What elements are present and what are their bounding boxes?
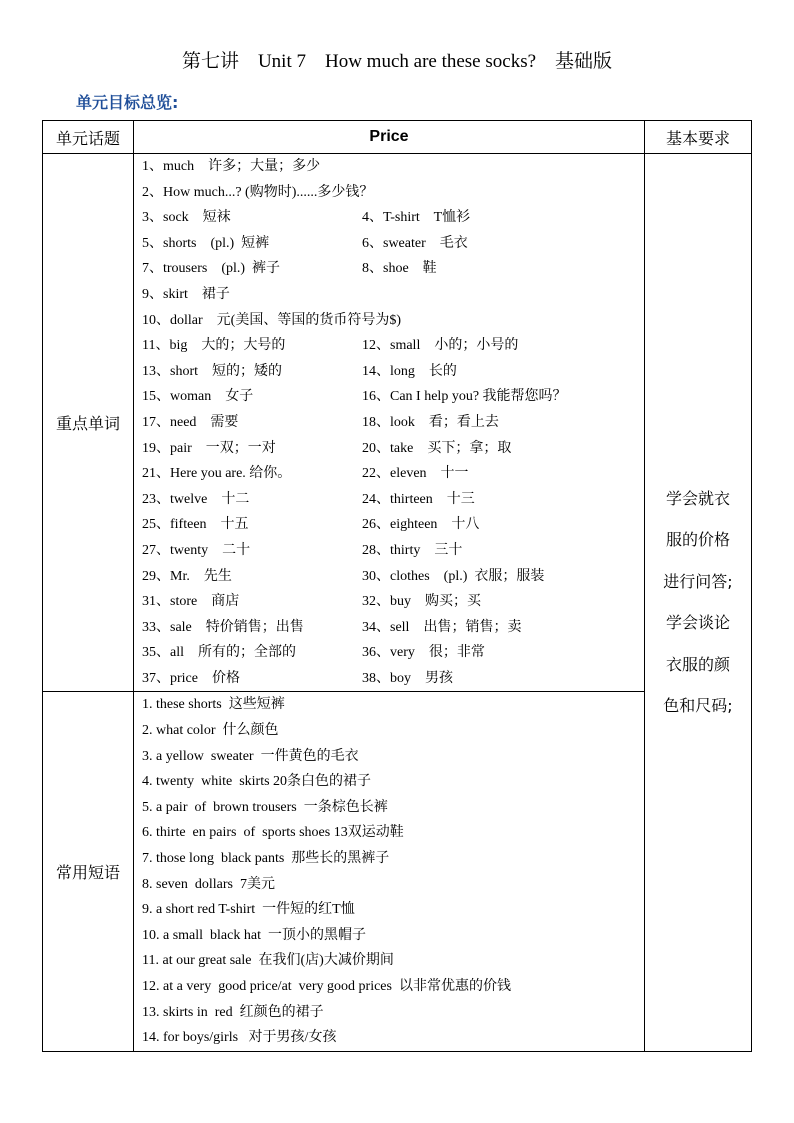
phrase-item: 13. skirts in red 红颜色的裙子 — [142, 1004, 324, 1020]
vocab-item: 1、much 许多；大量；多少 — [142, 159, 321, 174]
phrase-item: 7. those long black pants 那些长的黑裤子 — [142, 851, 390, 867]
phrase-item: 2. what color 什么颜色 — [142, 723, 279, 739]
vocab-item: 21、Here you are. 给你。 — [142, 466, 292, 482]
vocab-item: 37、price 价格 — [142, 670, 240, 686]
phrase-item: 8. seven dollars 7美元 — [142, 876, 275, 892]
phrase-item: 1. these shorts 这些短裤 — [142, 697, 285, 713]
vocab-item: 3、sock 短袜 — [142, 210, 231, 226]
vocab-list — [134, 154, 645, 692]
vocab-row — [43, 154, 752, 692]
vocab-item: 11、big 大的；大号的 — [142, 338, 286, 354]
vocab-item-row — [134, 666, 644, 692]
vocab-item: 16、Can I help you? 我能帮您吗？ — [362, 389, 567, 405]
header-requirement: 基本要求 — [645, 121, 752, 154]
phrase-item: 11. at our great sale 在我们(店)大减价期间 — [142, 953, 394, 969]
phrase-item: 9. a short red T-shirt 一件短的红T恤 — [142, 902, 355, 918]
table-header-row — [43, 121, 752, 154]
requirement-line: 色和尺码; — [663, 696, 733, 716]
vocab-item: 7、trousers (pl.) 裤子 — [142, 261, 281, 277]
vocab-item: 15、woman 女子 — [142, 389, 254, 405]
vocab-item-row — [134, 640, 644, 666]
vocab-item-row — [134, 512, 644, 538]
unit-overview-table — [42, 120, 752, 1052]
vocab-item-row — [134, 231, 644, 257]
vocab-item-row — [134, 538, 644, 564]
vocab-item: 19、pair 一双；一对 — [142, 440, 276, 456]
vocab-item-row — [134, 154, 644, 180]
requirement-line: 进行问答; — [663, 571, 733, 591]
vocab-item: 4、T-shirt T恤衫 — [362, 210, 471, 226]
requirement-cell — [645, 154, 752, 1052]
vocab-item: 33、sale 特价销售；出售 — [142, 619, 304, 635]
vocab-item: 32、buy 购买；买 — [362, 594, 481, 610]
vocab-item: 36、very 很；非常 — [362, 645, 485, 661]
vocab-item: 18、look 看；看上去 — [362, 414, 499, 430]
vocab-item: 24、thirteen 十三 — [362, 491, 475, 507]
vocab-item: 30、clothes (pl.) 衣服；服装 — [362, 568, 545, 584]
vocab-item-row — [134, 564, 644, 590]
vocab-item-row — [134, 256, 644, 282]
vocab-item: 27、twenty 二十 — [142, 542, 251, 558]
page-title: 第七讲 Unit 7 How much are these socks? 基础版 — [181, 51, 613, 72]
vocab-item-row — [134, 461, 644, 487]
vocab-item: 38、boy 男孩 — [362, 670, 453, 686]
vocab-item: 17、need 需要 — [142, 414, 239, 430]
vocab-item-row — [134, 282, 644, 308]
requirement-line: 服的价格 — [665, 530, 730, 550]
requirement-line: 学会谈论 — [665, 613, 730, 633]
vocab-item-row — [134, 436, 644, 462]
vocab-item: 23、twelve 十二 — [142, 491, 250, 507]
vocab-item-row — [134, 359, 644, 385]
phrase-item: 12. at a very good price/at very good prices 以非常优惠的价钱 — [142, 979, 511, 994]
vocab-item: 28、thirty 三十 — [362, 542, 463, 558]
vocab-item-row — [134, 308, 644, 334]
vocab-item: 22、eleven 十一 — [362, 466, 469, 482]
vocab-item-row — [134, 589, 644, 615]
vocab-item: 25、fifteen 十五 — [142, 517, 249, 533]
vocab-item: 34、sell 出售；销售；卖 — [362, 619, 522, 635]
header-price: Price — [134, 121, 645, 154]
vocab-item: 10、dollar 元(美国、等国的货币符号为$) — [142, 312, 401, 328]
section-heading: 单元目标总览: — [76, 93, 179, 112]
vocab-item-row — [134, 205, 644, 231]
vocab-item-row — [134, 615, 644, 641]
header-topic: 单元话题 — [43, 121, 134, 154]
vocab-item: 9、skirt 裙子 — [142, 286, 230, 302]
vocab-item-row — [134, 384, 644, 410]
vocab-item: 29、Mr. 先生 — [142, 568, 232, 584]
phrase-item: 14. for boys/girls 对于男孩/女孩 — [142, 1030, 337, 1046]
vocab-item-row — [134, 410, 644, 436]
phrase-item: 5. a pair of brown trousers 一条棕色长裤 — [142, 799, 388, 815]
vocab-item: 6、sweater 毛衣 — [362, 235, 468, 251]
phrase-item: 6. thirte en pairs of sports shoes 13双运动鞋 — [142, 825, 404, 841]
vocab-item: 26、eighteen 十八 — [362, 517, 480, 533]
vocab-item: 12、small 小的；小号的 — [362, 338, 519, 354]
phrase-item: 4. twenty white skirts 20条白色的裙子 — [142, 774, 372, 790]
phrase-item: 10. a small black hat 一顶小的黑帽子 — [142, 927, 366, 943]
requirement-line: 学会就衣 — [665, 488, 730, 508]
vocab-item: 31、store 商店 — [142, 594, 240, 610]
vocab-item: 13、short 短的；矮的 — [142, 363, 282, 379]
vocab-item-row — [134, 487, 644, 513]
vocab-item: 14、long 长的 — [362, 363, 457, 379]
requirement-line: 衣服的颜 — [665, 654, 730, 674]
vocab-item: 5、shorts (pl.) 短裤 — [142, 235, 270, 251]
phrases-list — [134, 692, 645, 1051]
vocab-item: 2、How much...? (购物时)......多少钱？ — [142, 184, 374, 200]
vocab-item-row — [134, 180, 644, 206]
vocab-item: 8、shoe 鞋 — [362, 261, 437, 277]
phrase-item: 3. a yellow sweater 一件黄色的毛衣 — [142, 748, 359, 764]
phrases-label: 常用短语 — [43, 692, 134, 1051]
vocab-item-row — [134, 333, 644, 359]
vocab-item: 20、take 买下；拿；取 — [362, 440, 512, 456]
vocab-item: 35、all 所有的；全部的 — [142, 645, 296, 661]
vocab-label: 重点单词 — [43, 154, 134, 692]
